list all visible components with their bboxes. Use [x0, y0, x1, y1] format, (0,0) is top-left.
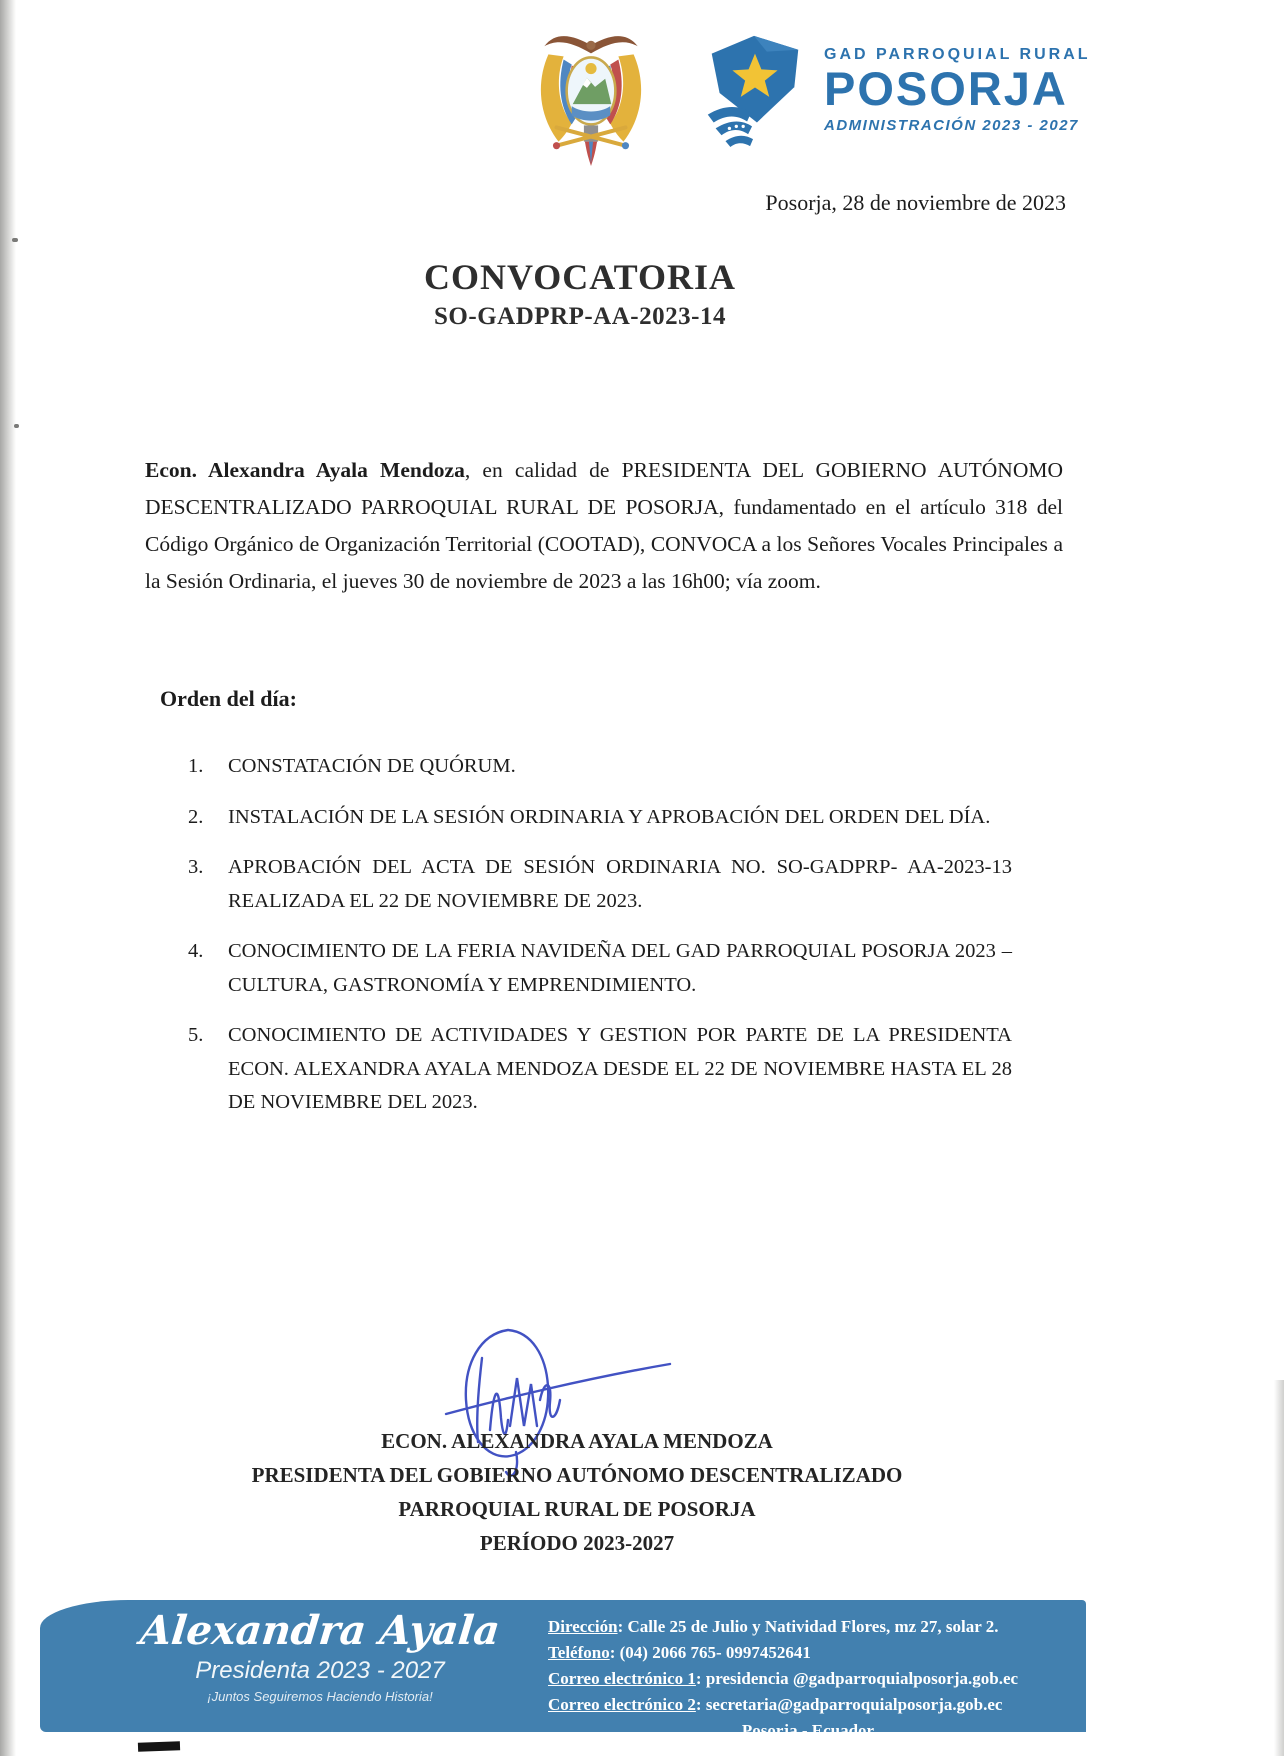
email1-label: Correo electrónico 1	[548, 1669, 696, 1688]
phone-label: Teléfono	[548, 1643, 610, 1662]
signatory-period: PERÍODO 2023-2027	[479, 1531, 675, 1555]
scan-edge-right	[1274, 1380, 1284, 1756]
footer-slogan: ¡Juntos Seguiremos Haciendo Historia!	[207, 1689, 433, 1704]
signatory-title-line: PARROQUIAL RURAL DE POSORJA	[398, 1497, 756, 1521]
agenda-item	[188, 750, 1012, 784]
email2-value: : secretaria@gadparroquialposorja.gob.ec	[695, 1695, 1003, 1714]
signature-block	[230, 1424, 924, 1560]
agenda-item	[188, 801, 1012, 835]
footer-email1-line	[548, 1666, 1068, 1692]
scan-speck	[14, 424, 19, 428]
agenda-item	[188, 935, 1012, 1002]
intro-text: , en calidad de PRESIDENTA DEL GOBIERNO AUTÓNOMO DESCENTRALIZADO PARROQUIAL RURAL DE POSORJA, fundamentado en el artículo 318 del Código Orgánico de Organización Territorial (COOTAD), CONVOCA a los Señores Vocales Principales a la Sesión Ordinaria, el jueves 30 de noviembre de 2023 a las 16h00; vía zoom.	[145, 458, 1063, 593]
agenda-item-number: 1.	[188, 755, 204, 777]
footer-president-role: Presidenta 2023 - 2027	[195, 1657, 445, 1684]
footer-contact-block	[548, 1614, 1068, 1744]
logo-administration: ADMINISTRACIÓN 2023 - 2027	[824, 117, 1079, 134]
posorja-logo	[698, 32, 1091, 150]
footer-location: Posorja - Ecuador	[741, 1721, 875, 1740]
footer-email2-line	[548, 1692, 1068, 1718]
footer-president-name: Alexandra Ayala	[138, 1607, 503, 1654]
agenda-item	[188, 1019, 1012, 1120]
agenda-item	[188, 851, 1012, 918]
agenda-item-text: CONOCIMIENTO DE ACTIVIDADES Y GESTION POR PARTE DE LA PRESIDENTA ECON. ALEXANDRA AYALA MENDOZA DESDE EL 22 DE NOVIEMBRE HASTA EL 28 DE NOVIEMBRE DEL 2023.	[228, 1024, 1012, 1113]
scan-speck	[12, 238, 18, 242]
address-label: Dirección	[548, 1617, 618, 1636]
ecuador-coat-of-arms-icon	[528, 26, 654, 168]
footer-phone-line	[548, 1640, 1068, 1666]
document-code: SO-GADPRP-AA-2023-14	[434, 303, 726, 330]
agenda-item-number: 3.	[188, 856, 204, 878]
logo-tagline: GAD PARROQUIAL RURAL	[824, 46, 1091, 63]
intro-name: Econ. Alexandra Ayala Mendoza	[145, 458, 465, 482]
footer-address-line	[548, 1614, 1068, 1640]
agenda-heading: Orden del día:	[160, 686, 297, 711]
signatory-name: ECON. ALEXANDRA AYALA MENDOZA	[381, 1429, 773, 1453]
agenda-item-text: APROBACIÓN DEL ACTA DE SESIÓN ORDINARIA NO. SO-GADPRP- AA-2023-13 REALIZADA EL 22 DE NOVIEMBRE DE 2023.	[228, 856, 1012, 912]
agenda-item-text: CONOCIMIENTO DE LA FERIA NAVIDEÑA DEL GAD PARROQUIAL POSORJA 2023 – CULTURA, GASTRONOMÍA Y EMPRENDIMIENTO.	[228, 940, 1012, 996]
dateline: Posorja, 28 de noviembre de 2023	[765, 190, 1066, 215]
posorja-shield-star-icon	[698, 32, 810, 150]
phone-value: : (04) 2066 765- 0997452641	[609, 1643, 811, 1662]
email1-value: : presidencia @gadparroquialposorja.gob.ec	[695, 1669, 1019, 1688]
agenda-item-text: INSTALACIÓN DE LA SESIÓN ORDINARIA Y APROBACIÓN DEL ORDEN DEL DÍA.	[228, 805, 991, 828]
footer-banner	[40, 1600, 1086, 1740]
intro-paragraph	[145, 452, 1063, 600]
address-value: : Calle 25 de Julio y Natividad Flores, mz 27, solar 2.	[617, 1617, 999, 1636]
agenda-item-number: 4.	[188, 940, 204, 962]
signatory-title-line: PRESIDENTA DEL GOBIERNO AUTÓNOMO DESCENTRALIZADO	[251, 1463, 903, 1487]
agenda-list	[188, 750, 1012, 1137]
logo-name: POSORJA	[824, 62, 1068, 115]
email2-label: Correo electrónico 2	[548, 1695, 696, 1714]
footer-president-block	[110, 1608, 530, 1706]
document-title: CONVOCATORIA	[424, 257, 736, 297]
agenda-item-text: CONSTATACIÓN DE QUÓRUM.	[228, 755, 516, 777]
scan-artifact-mark	[138, 1741, 180, 1751]
scan-edge-left	[0, 0, 16, 1756]
agenda-item-number: 5.	[188, 1024, 204, 1046]
agenda-item-number: 2.	[188, 805, 204, 828]
